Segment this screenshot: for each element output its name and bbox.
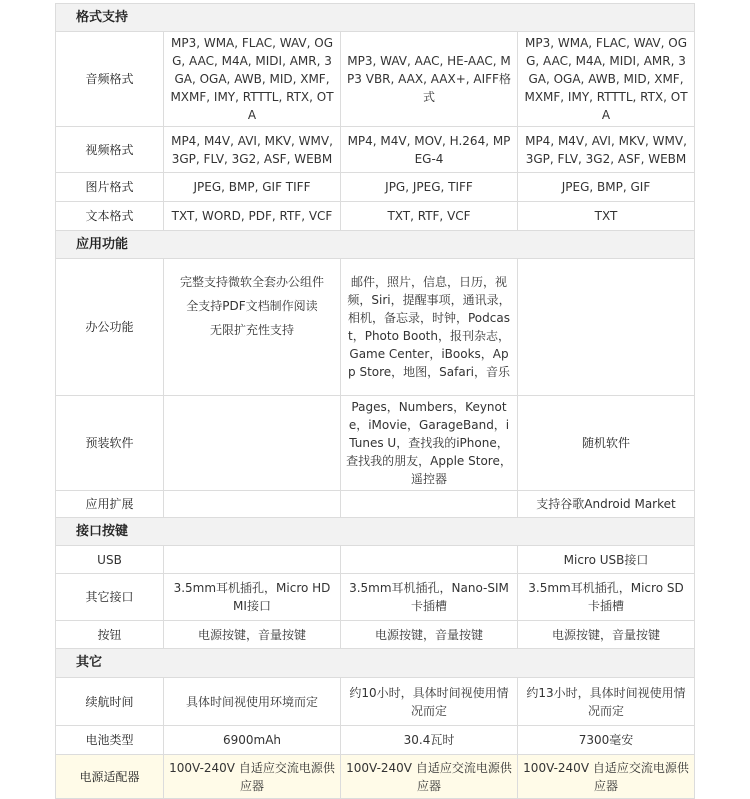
cell-device-1: [164, 396, 341, 491]
row-label: 其它接口: [56, 574, 164, 621]
cell-device-2: 3.5mm耳机插孔，Nano-SIM卡插槽: [341, 574, 518, 621]
cell-device-1: JPEG, BMP, GIF TIFF: [164, 173, 341, 202]
cell-device-1: [164, 259, 341, 396]
cell-device-2: [341, 491, 518, 518]
cell-device-2: TXT, RTF, VCF: [341, 202, 518, 231]
table-row-office: [56, 259, 695, 396]
table-row-image: [56, 173, 695, 202]
table-row-extension: [56, 491, 695, 518]
cell-device-2: 100V-240V 自适应交流电源供应器: [341, 755, 518, 799]
cell-device-3: 100V-240V 自适应交流电源供应器: [518, 755, 695, 799]
table-row-audio: [56, 32, 695, 127]
cell-device-2: JPG, JPEG, TIFF: [341, 173, 518, 202]
cell-device-2: 电源按键，音量按键: [341, 621, 518, 649]
cell-device-2: 邮件，照片，信息，日历，视频，Siri，提醒事项，通讯录，相机，备忘录，时钟，Podcast，Photo Booth，报刊杂志，Game Center，iBooks，App Store，地图，Safari，音乐: [341, 259, 518, 396]
cell-device-2: 30.4瓦时: [341, 726, 518, 755]
row-label: 预装软件: [56, 396, 164, 491]
cell-device-1: 100V-240V 自适应交流电源供应器: [164, 755, 341, 799]
cell-device-1: MP4, M4V, AVI, MKV, WMV, 3GP, FLV, 3G2, ASF, WEBM: [164, 127, 341, 173]
section-header-format: [56, 4, 695, 32]
cell-device-3: 随机软件: [518, 396, 695, 491]
section-header-other: [56, 649, 695, 678]
cell-device-1: [164, 546, 341, 574]
table-row-video: [56, 127, 695, 173]
cell-device-3: 7300毫安: [518, 726, 695, 755]
table-row-adapter: [56, 755, 695, 799]
row-label: 应用扩展: [56, 491, 164, 518]
cell-device-3: TXT: [518, 202, 695, 231]
section-header-ports: [56, 518, 695, 546]
cell-device-3: MP3, WMA, FLAC, WAV, OGG, AAC, M4A, MIDI, AMR, 3GA, OGA, AWB, MID, XMF, MXMF, IMY, RTTTL, RTX, OTA: [518, 32, 695, 127]
row-label: USB: [56, 546, 164, 574]
cell-device-3: JPEG, BMP, GIF: [518, 173, 695, 202]
row-label: 音频格式: [56, 32, 164, 127]
cell-device-1: 3.5mm耳机插孔，Micro HDMI接口: [164, 574, 341, 621]
table-row-preinstalled: [56, 396, 695, 491]
row-label: 视频格式: [56, 127, 164, 173]
table-row-battery-type: [56, 726, 695, 755]
cell-device-1: 具体时间视使用环境而定: [164, 678, 341, 726]
row-label: 按钮: [56, 621, 164, 649]
cell-device-1: [164, 491, 341, 518]
cell-device-2: 约10小时，具体时间视使用情况而定: [341, 678, 518, 726]
row-label: 电源适配器: [56, 755, 164, 799]
cell-device-2: MP3, WAV, AAC, HE-AAC, MP3 VBR, AAX, AAX+, AIFF格式: [341, 32, 518, 127]
cell-device-3: 电源按键，音量按键: [518, 621, 695, 649]
cell-device-3: 约13小时，具体时间视使用情况而定: [518, 678, 695, 726]
office-line: 无限扩充性支持: [209, 323, 294, 337]
section-header-apps: [56, 231, 695, 259]
cell-device-3: 支持谷歌Android Market: [518, 491, 695, 518]
cell-device-2: Pages，Numbers，Keynote，iMovie，GarageBand，iTunes U，查找我的iPhone，查找我的朋友，Apple Store，遥控器: [341, 396, 518, 491]
table-row-buttons: [56, 621, 695, 649]
spec-comparison-table: [55, 3, 695, 799]
office-line: 全支持PDF文档制作阅读: [186, 299, 318, 313]
cell-device-3: MP4, M4V, AVI, MKV, WMV, 3GP, FLV, 3G2, ASF, WEBM: [518, 127, 695, 173]
row-label: 续航时间: [56, 678, 164, 726]
cell-device-1: TXT, WORD, PDF, RTF, VCF: [164, 202, 341, 231]
row-label: 文本格式: [56, 202, 164, 231]
cell-device-3: Micro USB接口: [518, 546, 695, 574]
cell-device-1: 6900mAh: [164, 726, 341, 755]
section-title: 格式支持: [56, 4, 695, 32]
table-row-text: [56, 202, 695, 231]
section-title: 接口按键: [56, 518, 695, 546]
row-label: 电池类型: [56, 726, 164, 755]
cell-device-1: 电源按键，音量按键: [164, 621, 341, 649]
cell-device-1: MP3, WMA, FLAC, WAV, OGG, AAC, M4A, MIDI, AMR, 3GA, OGA, AWB, MID, XMF, MXMF, IMY, RTTTL, RTX, OTA: [164, 32, 341, 127]
table-row-usb: [56, 546, 695, 574]
table-row-battery-life: [56, 678, 695, 726]
office-line: 完整支持微软全套办公组件: [179, 275, 324, 289]
section-title: 其它: [56, 649, 695, 678]
cell-device-3: 3.5mm耳机插孔，Micro SD卡插槽: [518, 574, 695, 621]
cell-device-2: [341, 546, 518, 574]
table-row-other-ports: [56, 574, 695, 621]
cell-device-3: [518, 259, 695, 396]
cell-device-2: MP4, M4V, MOV, H.264, MPEG-4: [341, 127, 518, 173]
section-title: 应用功能: [56, 231, 695, 259]
row-label: 图片格式: [56, 173, 164, 202]
row-label: 办公功能: [56, 259, 164, 396]
